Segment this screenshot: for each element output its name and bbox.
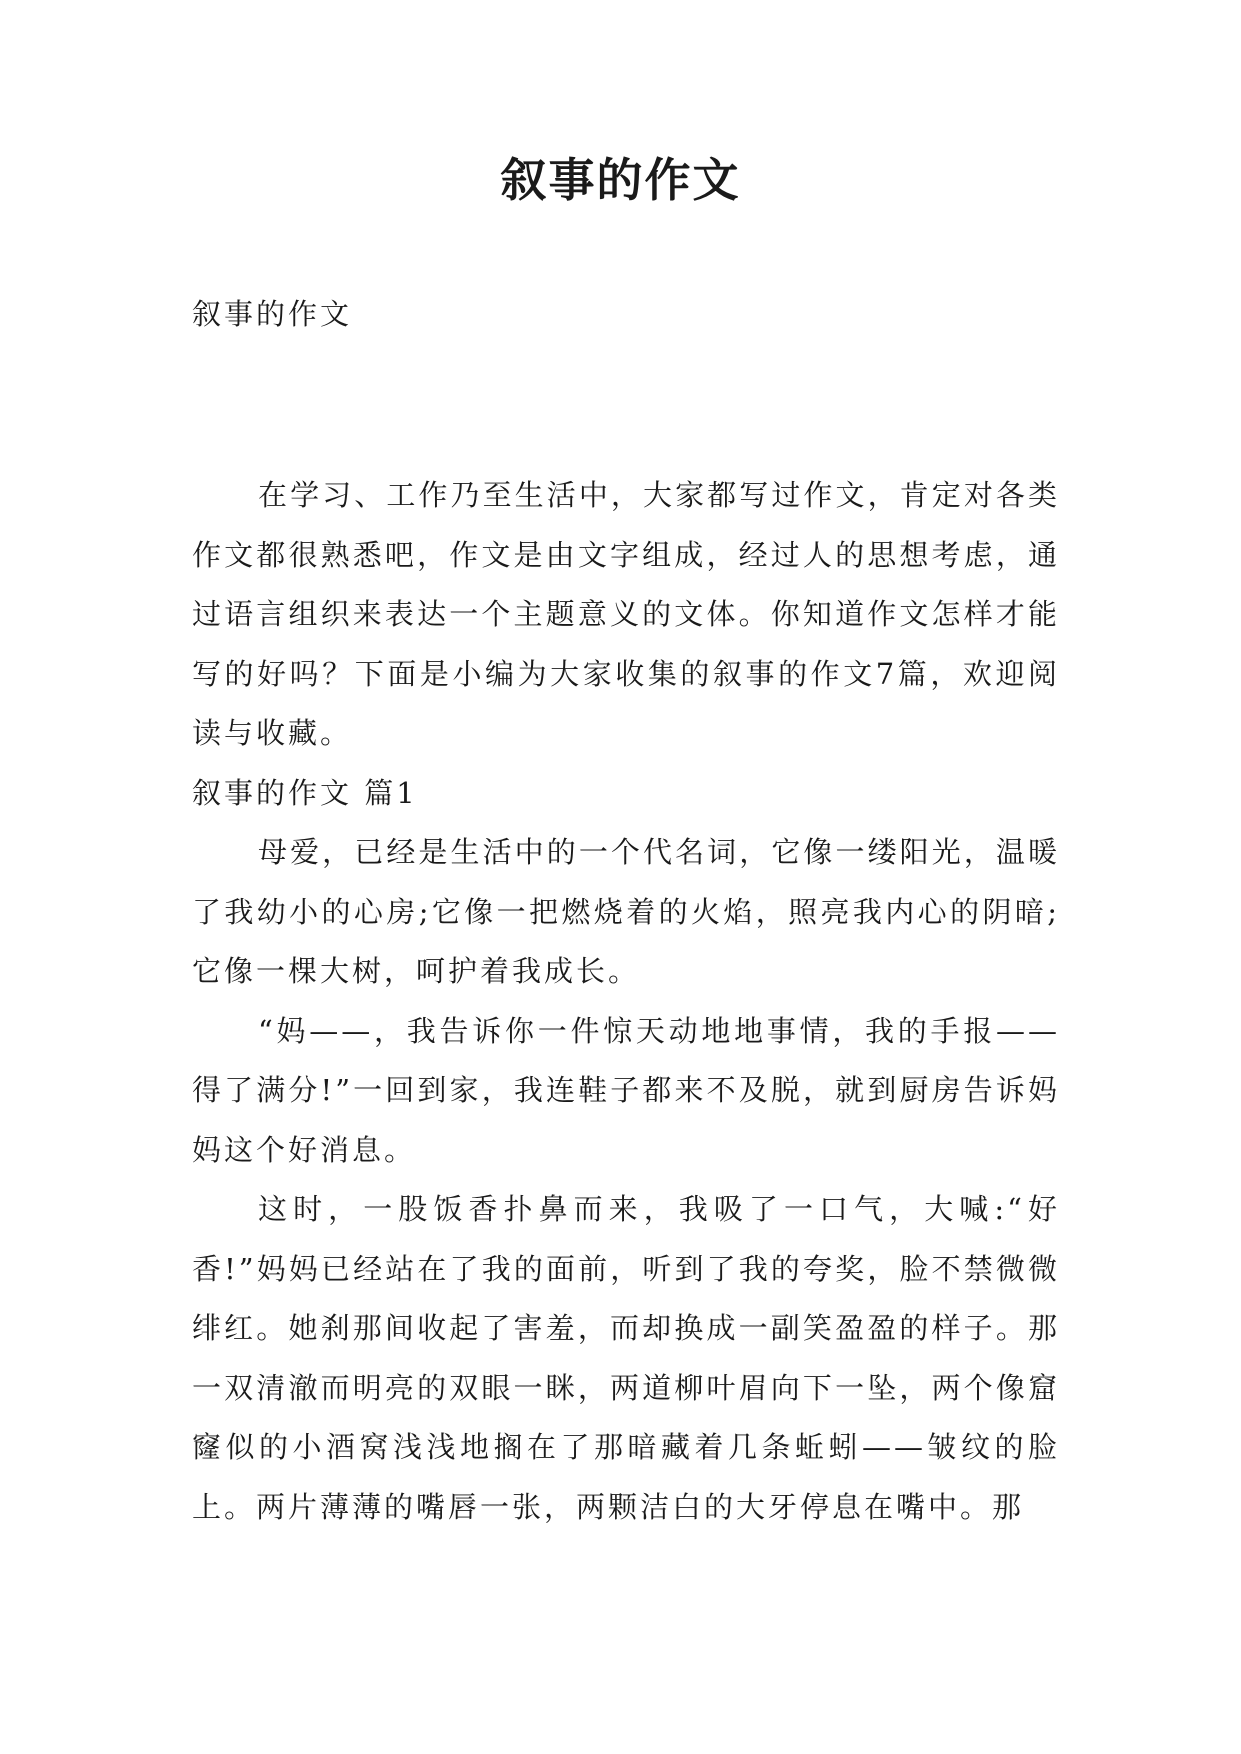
document-subtitle: 叙事的作文 [192,297,353,331]
document-title: 叙事的作文 [500,153,741,207]
body-paragraph: 母爱，已经是生活中的一个代名词，它像一缕阳光，温暖了我幼小的心房;它像一把燃烧着的火焰，照亮我内心的阴暗;它像一棵大树，呵护着我成长。 [192,835,1060,988]
body-paragraph: 这时，一股饭香扑鼻而来，我吸了一口气，大喊:“好香!”妈妈已经站在了我的面前，听到了我的夸奖，脸不禁微微绯红。她刹那间收起了害羞，而却换成一副笑盈盈的样子。那一双清澈而明亮的双眼一眯，两道柳叶眉向下一坠，两个像窟窿似的小酒窝浅浅地搁在了那暗藏着几条蚯蚓——皱纹的脸上。两片薄薄的嘴唇一张，两颗洁白的大牙停息在嘴中。那 [192,1192,1060,1524]
section-heading: 叙事的作文 篇1 [192,775,418,810]
document-body [192,466,1060,1537]
body-paragraph: “妈——，我告诉你一件惊天动地地事情，我的手报——得了满分!”一回到家，我连鞋子都来不及脱，就到厨房告诉妈妈这个好消息。 [192,1013,1060,1167]
intro-paragraph: 在学习、工作乃至生活中，大家都写过作文，肯定对各类作文都很熟悉吧，作文是由文字组成，经过人的思想考虑，通过语言组织来表达一个主题意义的文体。你知道作文怎样才能写的好吗？下面是小编为大家收集的叙事的作文7篇，欢迎阅读与收藏。 [192,478,1060,750]
